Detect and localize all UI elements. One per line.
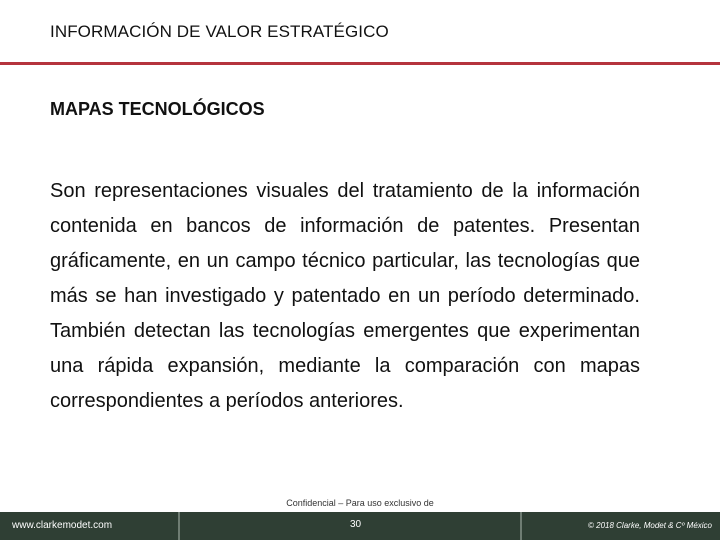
confidential-note: Confidencial – Para uso exclusivo de [286,498,434,508]
page-number: 30 [350,519,362,530]
section-title: MAPAS TECNOLÓGICOS [50,99,265,119]
footer-website-link[interactable]: www.clarkemodet.com [12,520,113,531]
footer-copyright: © 2018 Clarke, Modet & Cº México [588,521,712,530]
slide-header-title: INFORMACIÓN DE VALOR ESTRATÉGICO [50,22,389,41]
body-paragraph: Son representaciones visuales del tratamiento de la información contenida en bancos de información de patentes. Presentan gráficamente, en un campo técnico particular, las tecnologías que más se han investigado y patentado en un período determinado. También detectan las tecnologías emergentes que experimentan una rápida expansión, mediante la comparación con mapas correspondientes a períodos anteriores. [50,180,640,412]
header-divider [0,62,720,65]
footer-bar [0,512,720,540]
footer-divider [520,512,522,540]
footer-divider [178,512,180,540]
